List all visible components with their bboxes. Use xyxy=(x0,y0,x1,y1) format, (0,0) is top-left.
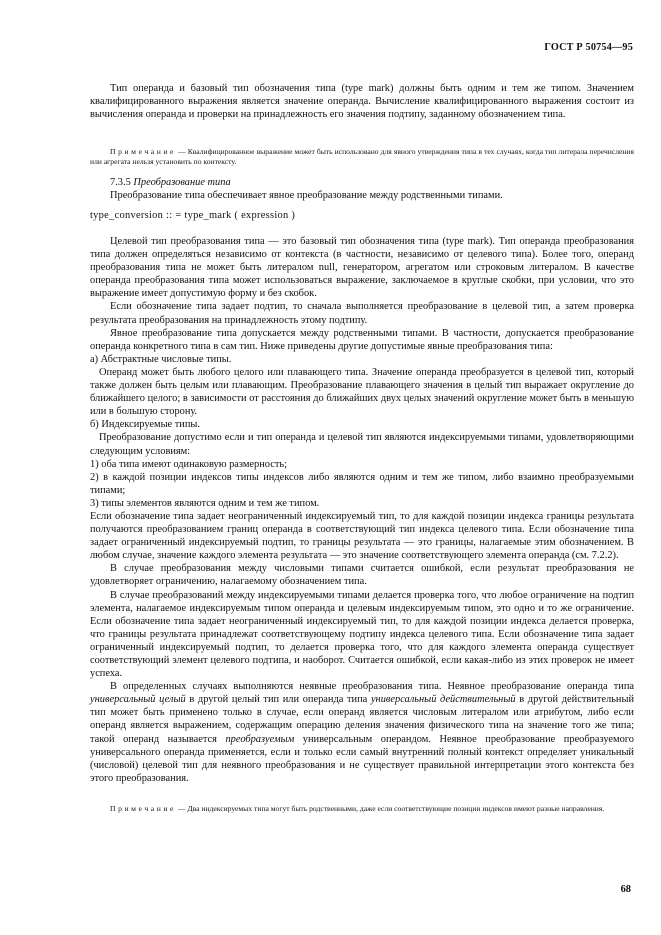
note-index-directions xyxy=(90,804,634,814)
list-item-b-text: Преобразование допустимо если и тип операнда и целевой тип являются индексируемыми типами, удовлетворяющими следующим условиям: xyxy=(90,432,634,457)
page-number: 68 xyxy=(620,884,631,895)
paragraph-index-checks: В случае преобразований между индексируемыми типами делается проверка того, что любое ограничение на подтип элемента, налагаемое индексируемым типом операнда и целевым индексируемым типом, это одно и то же ограничение. Если обозначение типа задает неограниченный индексируемый тип, то для каждой позиции индекса делается проверка, что границы результата принадлежат соответствующему подтипу индекса целевого типа. Если обозначение типа задает ограниченный индексируемый подтип, то делается проверка того, что для каждого элемента операнда существует соответствующий элемент целевого подтипа, и наоборот. Считается ошибкой, если какая-либо из этих проверок не имеет успеха. xyxy=(90,589,634,680)
standard-header: ГОСТ Р 50754—95 xyxy=(544,42,633,53)
note-label: Примечание xyxy=(110,804,177,813)
paragraph-numeric-error: В случае преобразования между числовыми типами считается ошибкой, если результат преобразования не удовлетворяет ограничению, налагаемому обозначением типа. xyxy=(90,563,634,588)
note-label: Примечание xyxy=(110,147,177,156)
note-qualified-expression xyxy=(90,147,634,167)
section-title: Преобразование типа xyxy=(133,177,231,188)
list-item-a-text: Операнд может быть любого целого или плавающего типа. Значение операнда преобразуется в целевой тип, который также должен быть целым или плавающим. Преобразование плавающего значения в целый тип выражает округление до ближайшего целого; в зависимости от расстояния до ближайших двух целых значений округление может быть в меньшую или в большую сторону. xyxy=(90,366,634,418)
paragraph-related-types: Явное преобразование типа допускается между родственными типами. В частности, допускается преобразование операнда конкретного типа в сам тип. Ниже приведены другие допустимые явные преобразования типа: xyxy=(90,327,634,352)
list-item-a-title: а) Абстрактные числовые типы. xyxy=(90,353,232,365)
syntax-rule: type_conversion :: = type_mark ( expression ) xyxy=(90,210,296,221)
paragraph-operand-type: Тип операнда и базовый тип обозначения типа (type mark) должны быть одним и тем же типом. Значением квалифицированного выражения является значение операнда. Вычисление квалифицированного выражения состоит из вычисления операнда и проверки на принадлежность его значения подтипу, заданному обозначением типа. xyxy=(90,83,634,121)
paragraph-target-type: Целевой тип преобразования типа — это базовый тип обозначения типа (type mark). Тип операнда преобразования типа должен определяться независимо от контекста (в частности, независимо от целевого типа). Более того, операнд преобразования типа не может быть литералом null, генератором, агрегатом или строковым литералом. В качестве операнда преобразования типа может использоваться выражение, заключаемое в круглые скобки, при условии, что это выражение имеет допустимую форму и без скобок. xyxy=(90,236,634,300)
note-text: — Два индексируемых типа могут быть родственными, даже если соответствующие позиции индексов имеют разные направления. xyxy=(176,804,605,813)
paragraph-subtype-check: Если обозначение типа задает подтип, то сначала выполняется преобразование в целевой тип, а затем проверка результата преобразования на принадлежность этому подтипу. xyxy=(90,301,634,326)
syntax-block xyxy=(90,209,634,222)
list-item-b-title: б) Индексируемые типы. xyxy=(90,419,201,431)
condition-2: 2) в каждой позиции индексов типы индексов либо являются одним и тем же типом, либо взаимно преобразуемыми типами; xyxy=(90,471,634,496)
paragraph-implicit-conversion: В определенных случаях выполняются неявные преобразования типа. Неявное преобразование операнда типа универсальный целый в другой целый тип или операнда типа универсальный действительный в другой действительный тип может быть применено только в случае, если операнд является числовым литералом или атрибутом, либо если операнд является выражением, содержащим операцию деления значения физического типа на значение того же типа; такой операнд называется преобразуемым универсальным операндом. Неявное преобразование преобразуемого универсального операнда применяется, если и только если самый внутренний полный контекст определяет уникальный (числовой) целевой тип для неявного преобразования и не существует правильной интерпретации этого контекста без этого преобразования. xyxy=(90,681,635,784)
intro-block xyxy=(90,82,634,121)
list-item-b-bounds: Если обозначение типа задает неограниченный индексируемый тип, то для каждой позиции индекса границы результата получаются преобразованием границ операнда в соответствующий тип индекса целевого типа. Если обозначение типа задает ограниченный индексируемый подтип, то границы результата — это границы, налагаемые этим обозначением. В любом случае, значение каждого элемента результата — это значение соответствующего элемента операнда (см. 7.2.2). xyxy=(90,510,634,562)
section-7-3-5 xyxy=(90,176,634,202)
section-number: 7.3.5 xyxy=(110,177,131,188)
paragraph-explicit-conversion: Преобразование типа обеспечивает явное преобразование между родственными типами. xyxy=(110,190,503,202)
note-text: — Квалифицированное выражение может быть использовано для явного утверждения типа в тех случаях, когда тип литерала перечисления или агрегата нельзя установить по контексту. xyxy=(90,147,634,166)
condition-3: 3) типы элементов являются одним и тем же типом. xyxy=(90,497,320,509)
main-body xyxy=(90,235,634,785)
condition-1: 1) оба типа имеют одинаковую размерность; xyxy=(90,458,288,470)
